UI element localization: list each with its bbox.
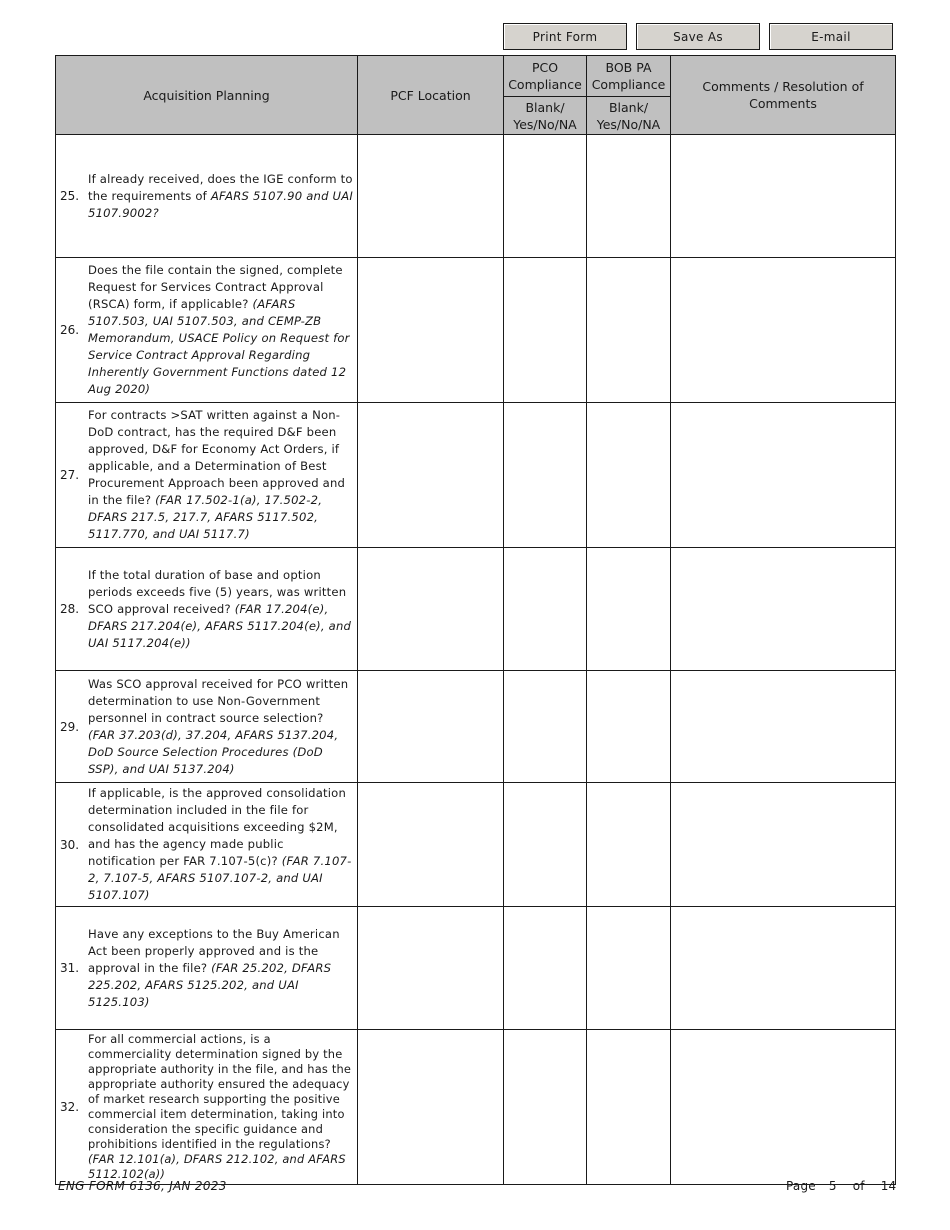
bob-pa-compliance-field[interactable] <box>587 907 671 1030</box>
email-button[interactable]: E-mail <box>769 23 893 50</box>
question-text: Have any exceptions to the Buy American Act been properly approved and is the approval in the file? (FAR 25.202, DFARS 225.202, AFARS 5125.202, and UAI 5125.103) <box>88 926 340 1009</box>
comments-field[interactable] <box>671 403 896 548</box>
question-cell <box>56 135 358 258</box>
comments-field[interactable] <box>671 783 896 907</box>
table-row <box>56 783 896 907</box>
pco-compliance-field[interactable] <box>504 258 587 403</box>
comments-field[interactable] <box>671 1030 896 1185</box>
of-label: of <box>852 1179 865 1193</box>
question-cell <box>56 403 358 548</box>
pco-compliance-field[interactable] <box>504 907 587 1030</box>
header-pcf-location: PCF Location <box>358 56 504 135</box>
table-row <box>56 671 896 783</box>
header-bob-options: Blank/ Yes/No/NA <box>587 97 671 135</box>
bob-pa-compliance-field[interactable] <box>587 548 671 671</box>
header-bob-pa-compliance: BOB PA Compliance <box>587 56 671 97</box>
question-number: 31. <box>60 961 80 975</box>
header-comments: Comments / Resolution of Comments <box>671 56 896 135</box>
header-pco-compliance: PCO Compliance <box>504 56 587 97</box>
question-cell <box>56 907 358 1030</box>
pco-compliance-field[interactable] <box>504 1030 587 1185</box>
pco-compliance-field[interactable] <box>504 671 587 783</box>
comments-field[interactable] <box>671 907 896 1030</box>
question-number: 27. <box>60 468 80 482</box>
bob-pa-compliance-field[interactable] <box>587 671 671 783</box>
table-row <box>56 1030 896 1185</box>
table-row <box>56 403 896 548</box>
table-row <box>56 258 896 403</box>
bob-pa-compliance-field[interactable] <box>587 258 671 403</box>
question-text: For contracts >SAT written against a Non-DoD contract, has the required D&F been approved, D&F for Economy Act Orders, if applicable, and a Determination of Best Procurement Approach been approved and in the file? (FAR 17.502-1(a), 17.502-2, DFARS 217.5, 217.7, AFARS 5117.502, 5117.770, and UAI 5117.7) <box>88 408 346 541</box>
pcf-location-field[interactable] <box>358 907 504 1030</box>
pcf-location-field[interactable] <box>358 258 504 403</box>
comments-field[interactable] <box>671 135 896 258</box>
question-number: 28. <box>60 602 80 616</box>
header-acquisition-planning: Acquisition Planning <box>56 56 358 135</box>
question-number: 29. <box>60 719 80 734</box>
question-text: If the total duration of base and option periods exceeds five (5) years, was written SCO approval received? (FAR 17.204(e), DFARS 217.204(e), AFARS 5117.204(e), and UAI 5117.204(e)) <box>88 567 352 650</box>
question-cell <box>56 671 358 783</box>
pco-compliance-field[interactable] <box>504 783 587 907</box>
question-text: Does the file contain the signed, complete Request for Services Contract Approval (RSCA) form, if applicable? (AFARS 5107.503, UAI 5107.503, and CEMP-ZB Memorandum, USACE Policy on Request for Service Contract Approval Regarding Inherently Government Functions dated 12 Aug 2020) <box>88 263 350 396</box>
comments-field[interactable] <box>671 671 896 783</box>
pco-compliance-field[interactable] <box>504 403 587 548</box>
bob-pa-compliance-field[interactable] <box>587 403 671 548</box>
header-pco-options: Blank/ Yes/No/NA <box>504 97 587 135</box>
table-row <box>56 135 896 258</box>
acquisition-planning-table <box>55 55 896 1185</box>
bob-pa-compliance-field[interactable] <box>587 135 671 258</box>
pcf-location-field[interactable] <box>358 1030 504 1185</box>
page-total: 14 <box>880 1179 897 1193</box>
pcf-location-field[interactable] <box>358 548 504 671</box>
question-cell <box>56 258 358 403</box>
comments-field[interactable] <box>671 548 896 671</box>
pcf-location-field[interactable] <box>358 403 504 548</box>
question-cell <box>56 548 358 671</box>
question-cell <box>56 783 358 907</box>
pco-compliance-field[interactable] <box>504 135 587 258</box>
question-text: Was SCO approval received for PCO written determination to use Non-Government personnel in contract source selection? (FAR 37.203(d), 37.204, AFARS 5137.204, DoD Source Selection Procedures (DoD SSP), and UAI 5137.204) <box>88 676 349 776</box>
bob-pa-compliance-field[interactable] <box>587 1030 671 1185</box>
pco-compliance-field[interactable] <box>504 548 587 671</box>
pcf-location-field[interactable] <box>358 783 504 907</box>
question-number: 26. <box>60 323 80 337</box>
question-cell <box>56 1030 358 1185</box>
table-row <box>56 907 896 1030</box>
page-indicator <box>786 1179 896 1193</box>
question-number: 30. <box>60 837 80 852</box>
print-form-button[interactable]: Print Form <box>503 23 627 50</box>
question-text: For all commercial actions, is a commerciality determination signed by the appropriate authority in the file, and has the appropriate authority ensured the adequacy of market research supporting the positive commercial item determination, taking into consideration the specific guidance and prohibitions identified in the regulations? (FAR 12.101(a), DFARS 212.102, and AFARS 5112.102(a)) <box>88 1032 352 1181</box>
bob-pa-compliance-field[interactable] <box>587 783 671 907</box>
question-number: 25. <box>60 189 80 203</box>
question-text: If applicable, is the approved consolidation determination included in the file for consolidated acquisitions exceeding $2M, and has the agency made public notification per FAR 7.107-5(c)? (FAR 7.107-2, 7.107-5, AFARS 5107.107-2, and UAI 5107.107) <box>88 786 352 902</box>
page-label: Page <box>786 1179 816 1193</box>
table-row <box>56 548 896 671</box>
comments-field[interactable] <box>671 258 896 403</box>
question-text: If already received, does the IGE conform to the requirements of AFARS 5107.90 and UAI 5107.9002? <box>88 171 353 220</box>
question-number: 32. <box>60 1100 80 1114</box>
form-identifier: ENG FORM 6136, JAN 2023 <box>58 1179 227 1193</box>
pcf-location-field[interactable] <box>358 671 504 783</box>
save-as-button[interactable]: Save As <box>636 23 760 50</box>
pcf-location-field[interactable] <box>358 135 504 258</box>
page-number: 5 <box>828 1179 837 1193</box>
